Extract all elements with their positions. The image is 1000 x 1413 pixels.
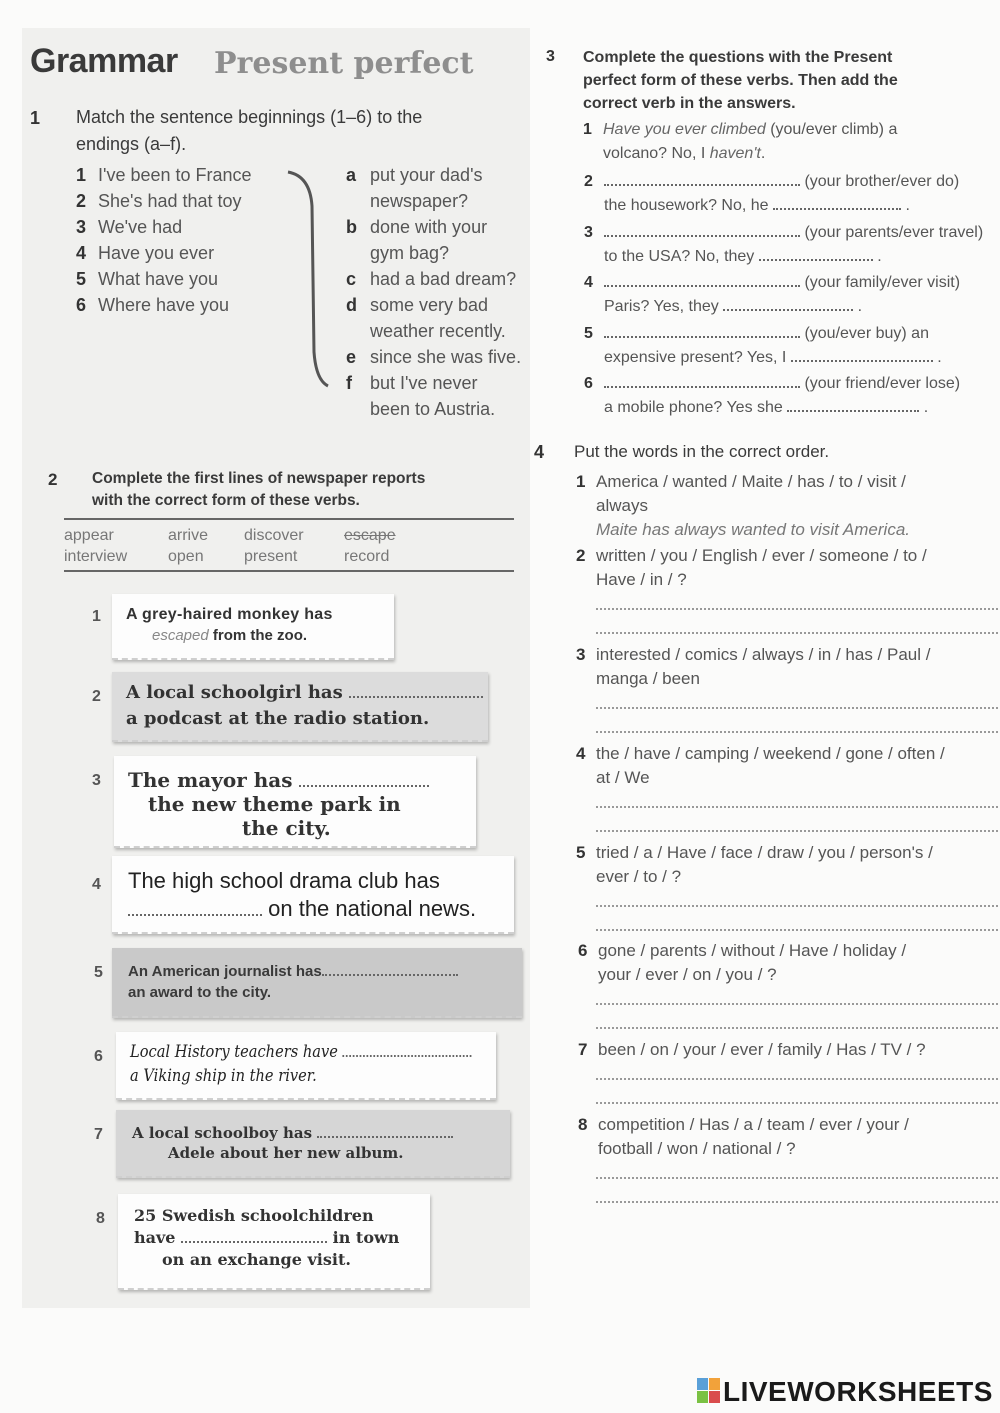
clipping-number: 8 <box>96 1210 105 1227</box>
clipping-line: an award to the city. <box>128 984 272 1001</box>
ex3-item: 6 (your friend/ever lose) a mobile phone? Yes she . <box>584 375 961 416</box>
answer-blank[interactable] <box>604 223 800 237</box>
clipping-line: escaped from the zoo. <box>152 627 308 644</box>
ex1-ending: b done with your gym bag? <box>346 217 488 263</box>
answer-blank[interactable] <box>759 247 873 261</box>
answer-blank[interactable] <box>181 1229 327 1243</box>
ex4-instruction: Put the words in the correct order. <box>574 442 830 461</box>
ex3-item: 5 (you/ever buy) an expensive present? Yes, I . <box>584 325 942 366</box>
ex3-item: 4 (your family/ever visit) Paris? Yes, they . <box>584 274 961 315</box>
ex3-item: 1 Have you ever climbed (you/ever climb) a volcano? No, I haven't. <box>583 121 898 162</box>
answer-line[interactable] <box>596 1003 998 1005</box>
ex3-instruction: Complete the questions with the Present perfect form of these verbs. Then add the correct verb in the answers. <box>583 49 898 112</box>
clipping-line: The high school drama club has <box>128 868 440 893</box>
ex1-beginning: 2 She's had that toy <box>76 191 242 211</box>
ex2-number: 2 <box>48 470 58 489</box>
answer-blank[interactable] <box>349 684 483 698</box>
ex1-bracket <box>284 166 334 392</box>
ex2-instruction: Complete the first lines of newspaper reports with the correct form of these verbs. <box>92 470 426 509</box>
newspaper-clipping <box>112 594 394 660</box>
ex1-beginnings-list <box>76 162 252 318</box>
clipping-line: have in town <box>134 1228 400 1247</box>
newspaper-clipping <box>114 756 476 848</box>
answer-blank[interactable] <box>343 1043 472 1057</box>
liveworksheets-logo-icon <box>697 1378 721 1404</box>
ex4-item: 2 written / you / English / ever / someone / to / Have / in / ? <box>576 546 927 589</box>
answer-blank[interactable] <box>791 348 933 362</box>
ex2-verb: interview <box>64 548 128 565</box>
answer-line[interactable] <box>596 1177 998 1179</box>
answer-line[interactable] <box>596 929 998 931</box>
ex2-verb-box-bottom-rule <box>64 570 514 572</box>
answer-blank[interactable] <box>299 773 429 787</box>
ex2-verb-box-top-rule <box>64 518 514 520</box>
clipping-line: A local schoolboy has <box>132 1124 453 1142</box>
ex2-verb-used: escape <box>344 527 396 544</box>
clipping-line: An American journalist has <box>128 962 458 980</box>
clipping-line: a Viking ship in the river. <box>130 1066 317 1086</box>
answer-blank[interactable] <box>787 398 919 412</box>
newspaper-clipping <box>112 948 522 1018</box>
answer-blank[interactable] <box>723 297 853 311</box>
answer-line[interactable] <box>596 806 998 808</box>
clipping-line: a podcast at the radio station. <box>126 708 430 729</box>
ex2-verb: appear <box>64 527 114 544</box>
ex1-instruction: Match the sentence beginnings (1–6) to the endings (a–f). <box>76 107 423 154</box>
answer-line[interactable] <box>596 1102 998 1104</box>
ex3-item: 2 (your brother/ever do) the housework? No, he . <box>584 173 960 214</box>
answer-line[interactable] <box>596 830 998 832</box>
answer-line[interactable] <box>596 608 998 610</box>
answer-line[interactable] <box>596 731 998 733</box>
ex1-ending: a put your dad's newspaper? <box>346 165 483 211</box>
ex3-number: 3 <box>546 48 555 65</box>
ex2-verb: record <box>344 548 390 565</box>
clipping-number: 6 <box>94 1048 103 1065</box>
ex1-beginning: 4 Have you ever <box>76 243 215 263</box>
ex3-item: 3 (your parents/ever travel) to the USA? No, they . <box>584 224 984 265</box>
ex4-item: 7 been / on / your / ever / family / Has / TV / ? <box>578 1040 926 1059</box>
ex4-item: 8 competition / Has / a / team / ever / your / football / won / national / ? <box>578 1115 909 1158</box>
clipping-line: on an exchange visit. <box>162 1250 351 1269</box>
clipping-line: A local schoolgirl has <box>126 682 483 703</box>
clipping-number: 5 <box>94 964 103 981</box>
answer-blank[interactable] <box>773 196 901 210</box>
newspaper-clipping <box>112 672 488 742</box>
ex4-item: 3 interested / comics / always / in / has / Paul / manga / been <box>576 645 931 688</box>
ex1-ending: d some very bad weather recently. <box>346 295 506 341</box>
answer-line[interactable] <box>596 905 998 907</box>
answer-line[interactable] <box>596 1027 998 1029</box>
answer-blank[interactable] <box>317 1124 453 1138</box>
answer-blank[interactable] <box>128 902 262 916</box>
clipping-number: 2 <box>92 688 101 705</box>
newspaper-clipping <box>118 1194 430 1290</box>
ex4-item: 5 tried / a / Have / face / draw / you / person's / ever / to / ? <box>576 843 933 886</box>
clipping-line: the city. <box>242 816 331 840</box>
ex4-item: 6 gone / parents / without / Have / holiday / your / ever / on / you / ? <box>578 941 907 984</box>
liveworksheets-logo <box>697 1376 993 1409</box>
page-subtitle: Present perfect <box>214 46 474 81</box>
page-title: Grammar <box>30 42 178 80</box>
ex1-beginning: 3 We've had <box>76 217 183 237</box>
answer-line[interactable] <box>596 1201 998 1203</box>
ex1-beginning: 6 Where have you <box>76 295 230 315</box>
ex2-verb: open <box>168 548 204 565</box>
newspaper-clipping <box>116 1110 510 1178</box>
answer-blank[interactable] <box>604 172 800 186</box>
clipping-number: 1 <box>92 608 101 625</box>
clipping-line: A grey-haired monkey has <box>126 606 333 623</box>
ex2-verb: present <box>244 548 298 565</box>
ex2-verb: discover <box>244 527 304 544</box>
ex1-number: 1 <box>30 108 41 128</box>
ex1-beginning: 5 What have you <box>76 269 219 289</box>
answer-blank[interactable] <box>604 324 800 338</box>
clipping-line: 25 Swedish schoolchildren <box>134 1206 374 1225</box>
ex4-item: 1 America / wanted / Maite / has / to / visit / always Maite has always wanted to visit America. <box>576 472 910 539</box>
clipping-line: the new theme park in <box>148 792 401 816</box>
ex1-ending: f but I've never been to Austria. <box>346 373 496 419</box>
ex2-verb: arrive <box>168 527 209 544</box>
answer-blank[interactable] <box>604 374 800 388</box>
ex4-item: 4 the / have / camping / weekend / gone / often / at / We <box>576 744 945 787</box>
answer-line[interactable] <box>596 1078 998 1080</box>
answer-line[interactable] <box>596 632 998 634</box>
answer-blank[interactable] <box>322 962 458 976</box>
clipping-number: 3 <box>92 772 101 789</box>
clipping-line: Adele about her new album. <box>168 1144 404 1162</box>
clipping-number: 4 <box>92 876 101 893</box>
clipping-line: The mayor has <box>128 768 429 792</box>
clipping-line: Local History teachers have <box>130 1042 472 1062</box>
ex4-number: 4 <box>534 442 545 462</box>
answer-blank[interactable] <box>604 273 800 287</box>
newspaper-clipping <box>112 856 514 934</box>
newspaper-clipping <box>116 1032 496 1100</box>
clipping-line: on the national news. <box>128 896 476 922</box>
ex1-ending: c had a bad dream? <box>346 269 517 289</box>
clipping-number: 7 <box>94 1126 103 1143</box>
answer-line[interactable] <box>596 707 998 709</box>
ex1-ending: e since she was five. <box>346 347 522 367</box>
liveworksheets-logo-text: LIVEWORKSHEETS <box>723 1376 993 1407</box>
ex1-endings-list <box>346 162 546 422</box>
ex1-beginning: 1 I've been to France <box>76 165 252 185</box>
